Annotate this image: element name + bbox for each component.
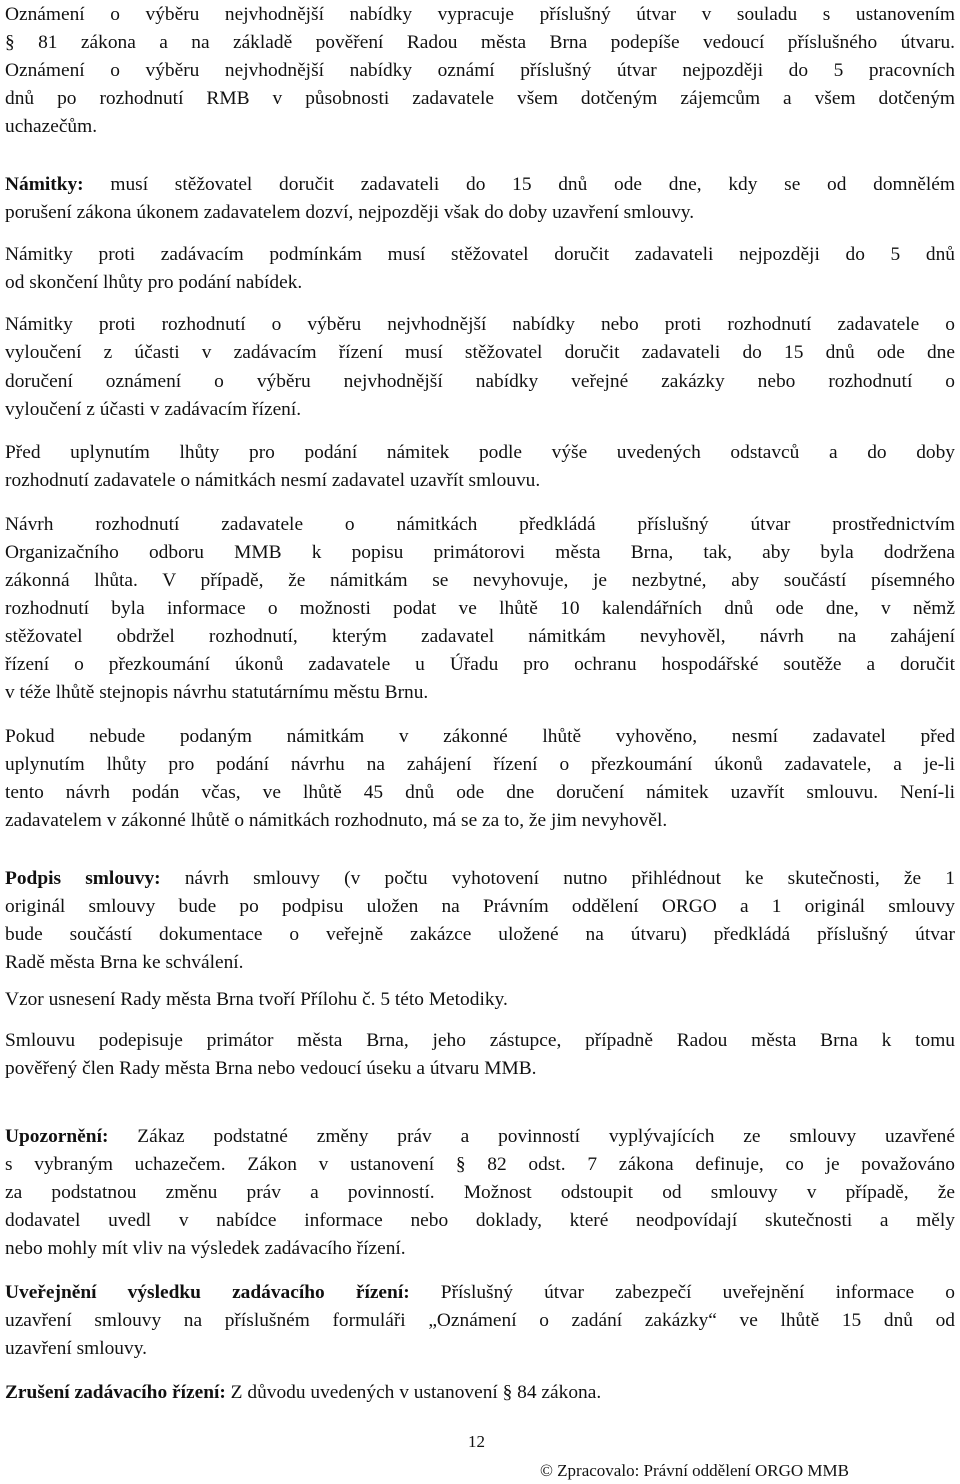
upozorneni-heading: Upozornění:	[5, 1126, 109, 1147]
podpis-heading: Podpis smlouvy:	[5, 868, 161, 889]
text-line: vyloučení z účasti v zadávacím řízení musí stěžovatel doručit zadavateli do 15 dnů ode dne	[5, 342, 955, 363]
text-line: v téže lhůtě stejnopis návrhu statutárnímu městu Brnu.	[5, 682, 429, 703]
text-line: uplynutím lhůty pro podání návrhu na zahájení řízení o přezkoumání úkonů zadavatele, a je-li	[5, 754, 955, 775]
text-span: Zákaz podstatné změny práv a povinností vyplývajících ze smlouvy uzavřené	[108, 1126, 955, 1147]
text-span: Z důvodu uvedených v ustanovení § 84 zákona.	[225, 1382, 602, 1403]
text-line: doručení oznámení o výběru nejvhodnější nabídky veřejné zakázky nebo rozhodnutí o	[5, 371, 955, 392]
namitky-paragraph-line	[5, 170, 955, 200]
text-line: stěžovatel obdržel rozhodnutí, kterým zadavatel námitkám nevyhověl, návrh na zahájení	[5, 626, 955, 647]
page-number: 12	[468, 1432, 485, 1451]
text-line: pověřený člen Rady města Brna nebo vedoucí úseku a útvaru MMB.	[5, 1058, 537, 1079]
text-line: uzavření smlouvy na příslušném formuláři „Oznámení o zadání zakázky“ ve lhůtě 15 dnů od	[5, 1310, 955, 1331]
upozorneni-paragraph-line	[5, 1122, 955, 1152]
text-span: Příslušný útvar zabezpečí uveřejnění informace o	[409, 1282, 955, 1303]
text-line: uzavření smlouvy.	[5, 1338, 147, 1359]
text-line: rozhodnutí byla informace o možnosti podat ve lhůtě 10 kalendářních dnů ode dne, v němž	[5, 598, 955, 619]
zruseni-paragraph-line	[5, 1378, 955, 1408]
text-line: Oznámení o výběru nejvhodnější nabídky oznámí příslušný útvar nejpozději do 5 pracovních	[5, 60, 955, 81]
text-line: Radě města Brna ke schválení.	[5, 952, 244, 973]
text-line: zadavatelem v zákonné lhůtě o námitkách rozhodnuto, má se za to, že jim nevyhověl.	[5, 810, 668, 831]
uverejneni-paragraph-line	[5, 1278, 955, 1308]
text-line: dnů po rozhodnutí RMB v působnosti zadavatele všem dotčeným zájemcům a všem dotčeným	[5, 88, 955, 109]
text-line: s vybraným uchazečem. Zákon v ustanovení § 82 odst. 7 zákona definuje, co je považováno	[5, 1154, 955, 1175]
text-line: zákonná lhůta. V případě, že námitkám se nevyhovuje, je nezbytné, aby součástí písemného	[5, 570, 955, 591]
text-span: návrh smlouvy (v počtu vyhotovení nutno přihlédnout ke skutečnosti, že 1	[160, 868, 955, 889]
text-line: originál smlouvy bude po podpisu uložen na Právním oddělení ORGO a 1 originál smlouvy	[5, 896, 955, 917]
text-line: Oznámení o výběru nejvhodnější nabídky vypracuje příslušný útvar v souladu s ustanovením	[5, 4, 955, 25]
podpis-paragraph-line	[5, 864, 955, 894]
text-line: od skončení lhůty pro podání nabídek.	[5, 272, 303, 293]
text-line: Návrh rozhodnutí zadavatele o námitkách předkládá příslušný útvar prostřednictvím	[5, 514, 955, 535]
text-line: Vzor usnesení Rady města Brna tvoří Přílohu č. 5 této Metodiky.	[5, 989, 508, 1010]
text-line: Organizačního odboru MMB k popisu primátorovi města Brna, tak, aby byla dodržena	[5, 542, 955, 563]
text-line: porušení zákona úkonem zadavatelem dozví, nejpozději však do doby uzavření smlouvy.	[5, 202, 695, 223]
text-line: Před uplynutím lhůty pro podání námitek podle výše uvedených odstavců a do doby	[5, 442, 955, 463]
text-line: řízení o přezkoumání úkonů zadavatele u Úřadu pro ochranu hospodářské soutěže a doručit	[5, 654, 955, 675]
text-line: nebo mohly mít vliv na výsledek zadávacího řízení.	[5, 1238, 406, 1259]
text-line: Námitky proti rozhodnutí o výběru nejvhodnější nabídky nebo proti rozhodnutí zadavatele o	[5, 314, 955, 335]
text-line: § 81 zákona a na základě pověření Radou města Brna podepíše vedoucí příslušného útvaru.	[5, 32, 955, 53]
footer-credit: © Zpracovalo: Právní oddělení ORGO MMB	[540, 1461, 849, 1480]
text-line: Smlouvu podepisuje primátor města Brna, jeho zástupce, případně Radou města Brna k tomu	[5, 1030, 955, 1051]
text-line: tento návrh podán včas, ve lhůtě 45 dnů ode dne doručení námitek uzavřít smlouvu. Není-li	[5, 782, 955, 803]
text-line: bude součástí dokumentace o veřejně zakázce uložené na útvaru) předkládá příslušný útvar	[5, 924, 955, 945]
text-line: za podstatnou změnu práv a povinností. Možnost odstoupit od smlouvy v případě, že	[5, 1182, 955, 1203]
text-line: rozhodnutí zadavatele o námitkách nesmí zadavatel uzavřít smlouvu.	[5, 470, 541, 491]
text-line: uchazečům.	[5, 116, 98, 137]
text-line: Námitky proti zadávacím podmínkám musí stěžovatel doručit zadavateli nejpozději do 5 dnů	[5, 244, 955, 265]
text-line: vyloučení z účasti v zadávacím řízení.	[5, 399, 302, 420]
text-line: dodavatel uvedl v nabídce informace nebo doklady, které neodpovídají skutečnosti a měly	[5, 1210, 955, 1231]
zruseni-heading: Zrušení zadávacího řízení:	[5, 1382, 226, 1403]
namitky-heading: Námitky:	[5, 174, 84, 195]
text-line: Pokud nebude podaným námitkám v zákonné lhůtě vyhověno, nesmí zadavatel před	[5, 726, 955, 747]
text-span: musí stěžovatel doručit zadavateli do 15 dnů ode dne, kdy se od domnělém	[83, 174, 955, 195]
uverejneni-heading: Uveřejnění výsledku zadávacího řízení:	[5, 1282, 410, 1303]
